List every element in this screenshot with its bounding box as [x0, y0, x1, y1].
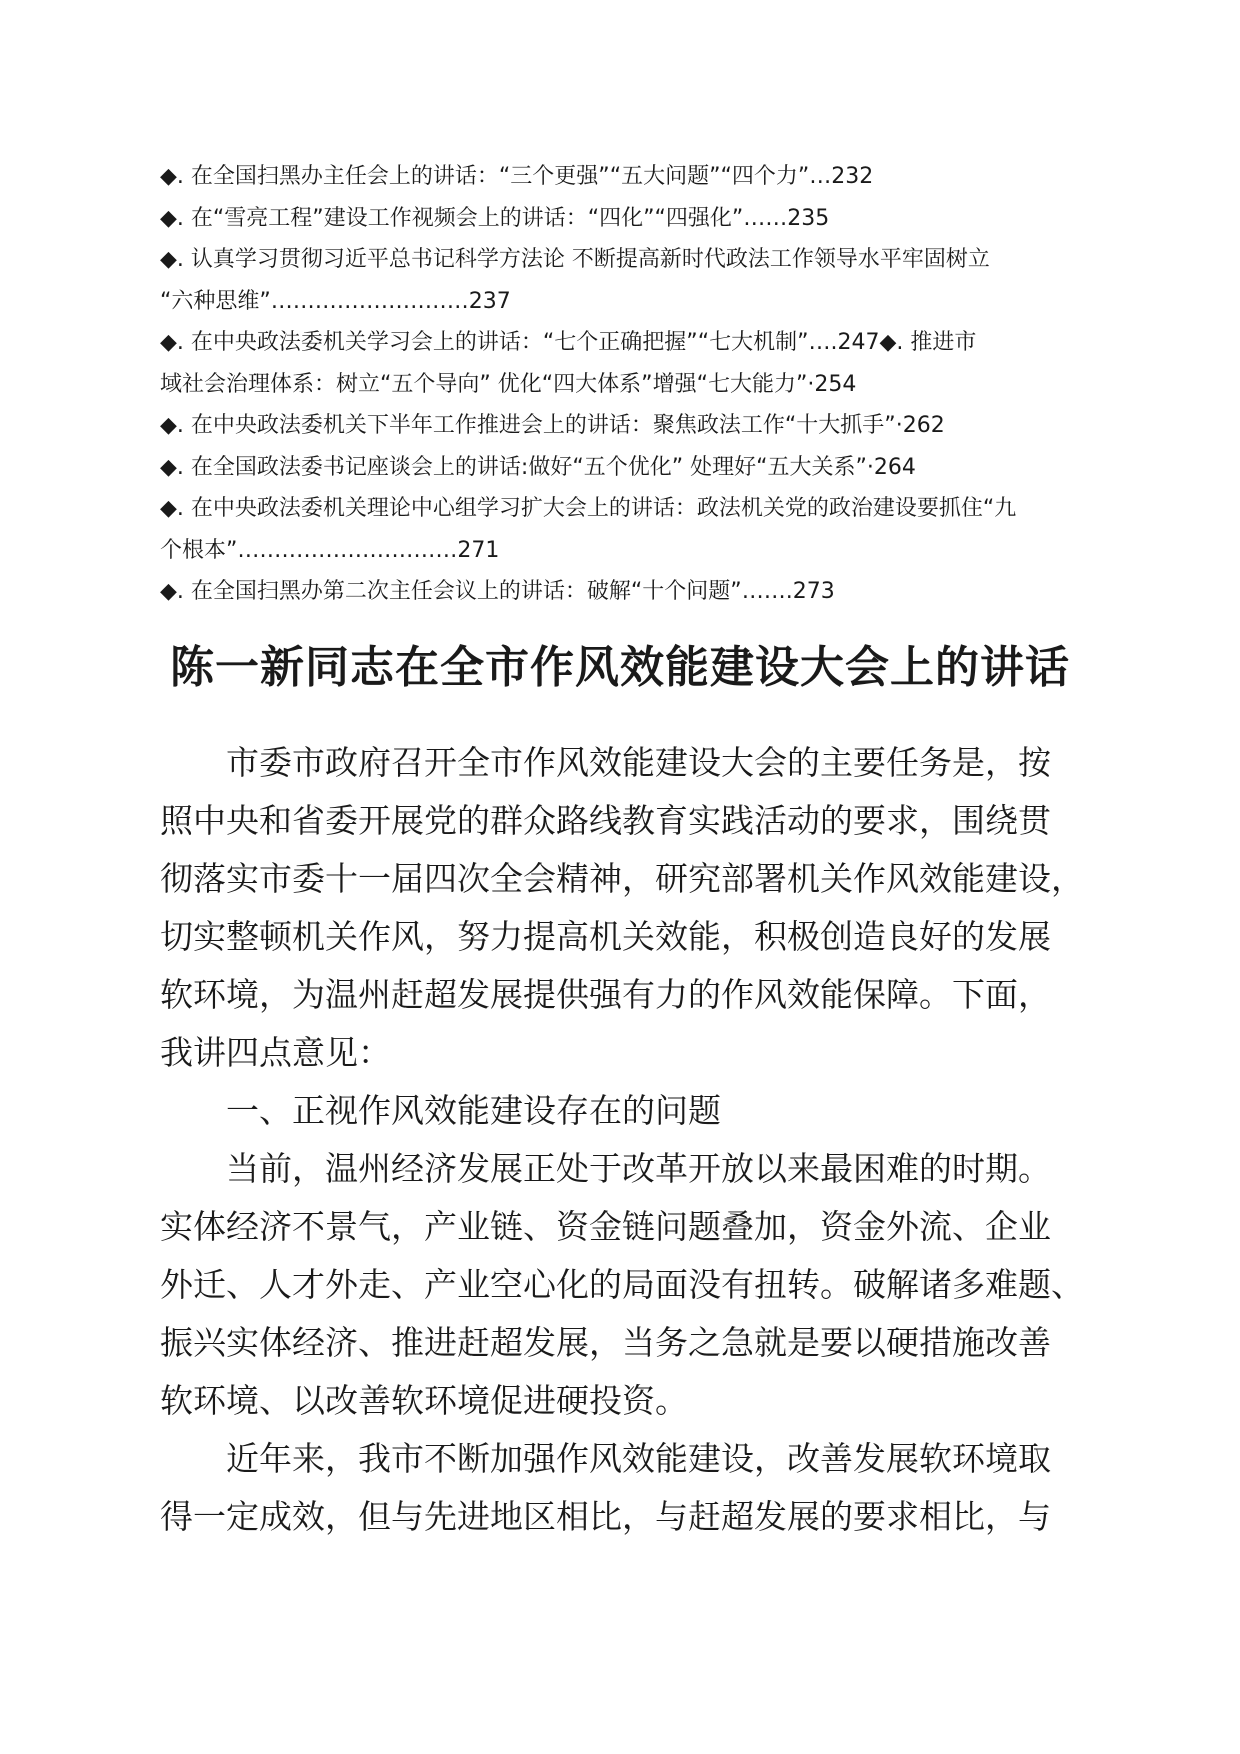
body-line: 我讲四点意见：: [160, 1033, 391, 1072]
body-line: 得一定成效，但与先进地区相比，与赶超发展的要求相比，与: [160, 1497, 1051, 1536]
toc-line: 个根本”…………………………271: [160, 537, 500, 563]
toc-line: ◆. 在中央政法委机关下半年工作推进会上的讲话：聚焦政法工作“十大抓手”·262: [160, 413, 945, 438]
body-line: 照中央和省委开展党的群众路线教育实践活动的要求，围绕贯: [160, 801, 1051, 840]
document-title: 陈一新同志在全市作风效能建设大会上的讲话: [170, 642, 1070, 693]
toc-line: ◆. 在中央政法委机关理论中心组学习扩大会上的讲话：政法机关党的政治建设要抓住“九: [160, 496, 1017, 521]
body-line: 软环境、以改善软环境促进硬投资。: [160, 1381, 688, 1420]
toc-line: ◆. 在“雪亮工程”建设工作视频会上的讲话：“四化”“四强化”……235: [160, 205, 830, 231]
toc-line: ◆. 在全国扫黑办第二次主任会议上的讲话：破解“十个问题”…….273: [160, 579, 835, 604]
toc-line: ◆. 认真学习贯彻习近平总书记科学方法论 不断提高新时代政法工作领导水平牢固树立: [160, 247, 990, 272]
body-line: 实体经济不景气，产业链、资金链问题叠加，资金外流、企业: [160, 1207, 1051, 1246]
body-line: 市委市政府召开全市作风效能建设大会的主要任务是，按: [160, 743, 1051, 782]
table-of-contents: [160, 156, 1100, 613]
body-line: 当前，温州经济发展正处于改革开放以来最困难的时期。: [160, 1149, 1051, 1188]
body-line: 彻落实市委十一届四次全会精神，研究部署机关作风效能建设，: [160, 859, 1084, 898]
toc-line: ◆. 在全国政法委书记座谈会上的讲话:做好“五个优化” 处理好“五大关系”·264: [160, 454, 916, 480]
body-line: 切实整顿机关作风，努力提高机关效能，积极创造良好的发展: [160, 917, 1051, 956]
body-line: 近年来，我市不断加强作风效能建设，改善发展软环境取: [160, 1439, 1051, 1478]
section-heading: 一、正视作风效能建设存在的问题: [160, 1091, 721, 1130]
toc-line: ◆. 在中央政法委机关学习会上的讲话：“七个正确把握”“七大机制”….247◆. 推进市: [160, 330, 977, 355]
document-body: [160, 734, 1120, 1546]
body-line: 外迁、人才外走、产业空心化的局面没有扭转。破解诸多难题、: [160, 1265, 1084, 1304]
toc-line: ◆. 在全国扫黑办主任会上的讲话：“三个更强”“五大问题”“四个力”…232: [160, 164, 874, 189]
toc-line: “六种思维”………………………237: [160, 288, 511, 314]
body-line: 振兴实体经济、推进赶超发展，当务之急就是要以硬措施改善: [160, 1323, 1051, 1362]
toc-line: 域社会治理体系：树立“五个导向” 优化“四大体系”增强“七大能力”·254: [160, 371, 857, 397]
body-line: 软环境，为温州赶超发展提供强有力的作风效能保障。下面，: [160, 975, 1051, 1014]
